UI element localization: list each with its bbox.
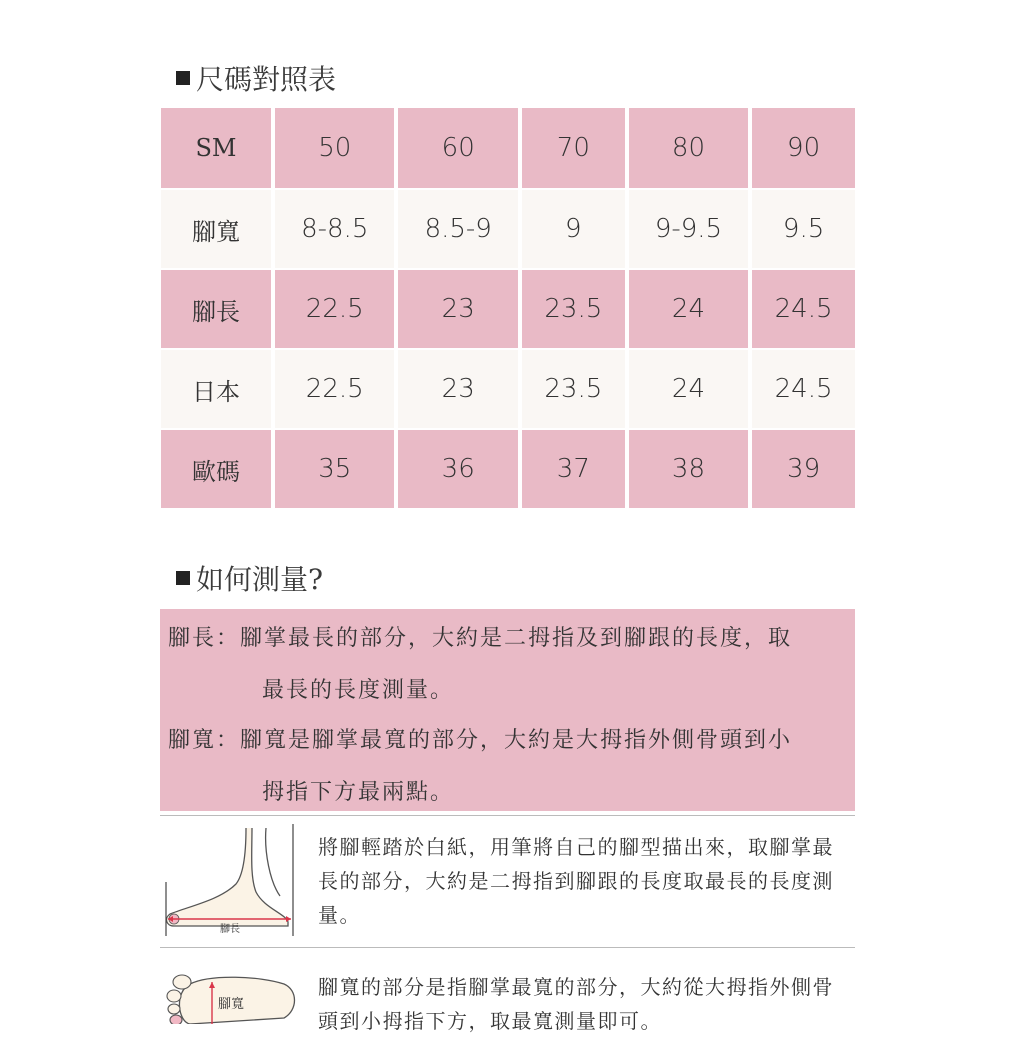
size-chart-table bbox=[157, 108, 859, 508]
table-cell: 24 bbox=[629, 268, 748, 348]
square-bullet-icon bbox=[176, 71, 190, 85]
table-cell: 23.5 bbox=[522, 268, 625, 348]
definitions-box bbox=[160, 609, 855, 811]
foot-length-definition: 腳長：腳掌最長的部分，大約是二拇指及到腳跟的長度，取 bbox=[168, 626, 793, 651]
table-cell: 24.5 bbox=[752, 268, 855, 348]
table-row bbox=[161, 188, 855, 268]
table-cell: 22.5 bbox=[275, 268, 394, 348]
row-label: 歐碼 bbox=[161, 428, 271, 508]
table-cell: 36 bbox=[398, 428, 517, 508]
divider bbox=[160, 815, 855, 816]
table-header-label: SM bbox=[161, 108, 271, 188]
table-cell: 39 bbox=[752, 428, 855, 508]
divider bbox=[160, 947, 855, 948]
table-row bbox=[161, 428, 855, 508]
table-cell: 8.5-9 bbox=[398, 188, 517, 268]
row-label: 腳寬 bbox=[161, 188, 271, 268]
table-cell: 9.5 bbox=[752, 188, 855, 268]
foot-length-illustration bbox=[160, 822, 310, 938]
table-cell: 8-8.5 bbox=[275, 188, 394, 268]
table-header-row bbox=[161, 108, 855, 188]
table-cell: 38 bbox=[629, 428, 748, 508]
how-to-measure-title-text: 如何測量? bbox=[196, 563, 324, 596]
table-cell: 70 bbox=[522, 108, 625, 188]
how-to-measure-title bbox=[176, 558, 323, 598]
foot-width-label: 腳寬 bbox=[218, 997, 245, 1012]
foot-width-illustration bbox=[160, 962, 310, 1024]
foot-width-definition: 腳寬：腳寬是腳掌最寬的部分，大約是大拇指外側骨頭到小 bbox=[168, 728, 793, 753]
table-cell: 24.5 bbox=[752, 348, 855, 428]
table-cell: 23 bbox=[398, 348, 517, 428]
square-bullet-icon bbox=[176, 571, 190, 585]
table-cell: 9 bbox=[522, 188, 625, 268]
table-cell: 80 bbox=[629, 108, 748, 188]
table-cell: 37 bbox=[522, 428, 625, 508]
step-two-text: 腳寬的部分是指腳掌最寬的部分，大約從大拇指外側骨頭到小拇指下方，取最寬測量即可。 bbox=[318, 975, 834, 1033]
table-cell: 90 bbox=[752, 108, 855, 188]
size-chart-title bbox=[176, 58, 336, 98]
step-one-text: 將腳輕踏於白紙，用筆將自己的腳型描出來，取腳掌最長的部分，大約是二拇指到腳跟的長度取最長的長度測量。 bbox=[318, 835, 834, 927]
table-cell: 23 bbox=[398, 268, 517, 348]
table-cell: 24 bbox=[629, 348, 748, 428]
foot-length-label: 腳長 bbox=[220, 924, 240, 935]
size-chart-title-text: 尺碼對照表 bbox=[196, 63, 337, 96]
table-cell: 50 bbox=[275, 108, 394, 188]
foot-length-definition-cont: 最長的長度測量。 bbox=[262, 678, 455, 703]
table-cell: 35 bbox=[275, 428, 394, 508]
row-label: 日本 bbox=[161, 348, 271, 428]
row-label: 腳長 bbox=[161, 268, 271, 348]
table-cell: 22.5 bbox=[275, 348, 394, 428]
table-row bbox=[161, 348, 855, 428]
table-row bbox=[161, 268, 855, 348]
table-cell: 60 bbox=[398, 108, 517, 188]
table-cell: 9-9.5 bbox=[629, 188, 748, 268]
table-cell: 23.5 bbox=[522, 348, 625, 428]
foot-width-definition-cont: 拇指下方最兩點。 bbox=[262, 780, 455, 805]
